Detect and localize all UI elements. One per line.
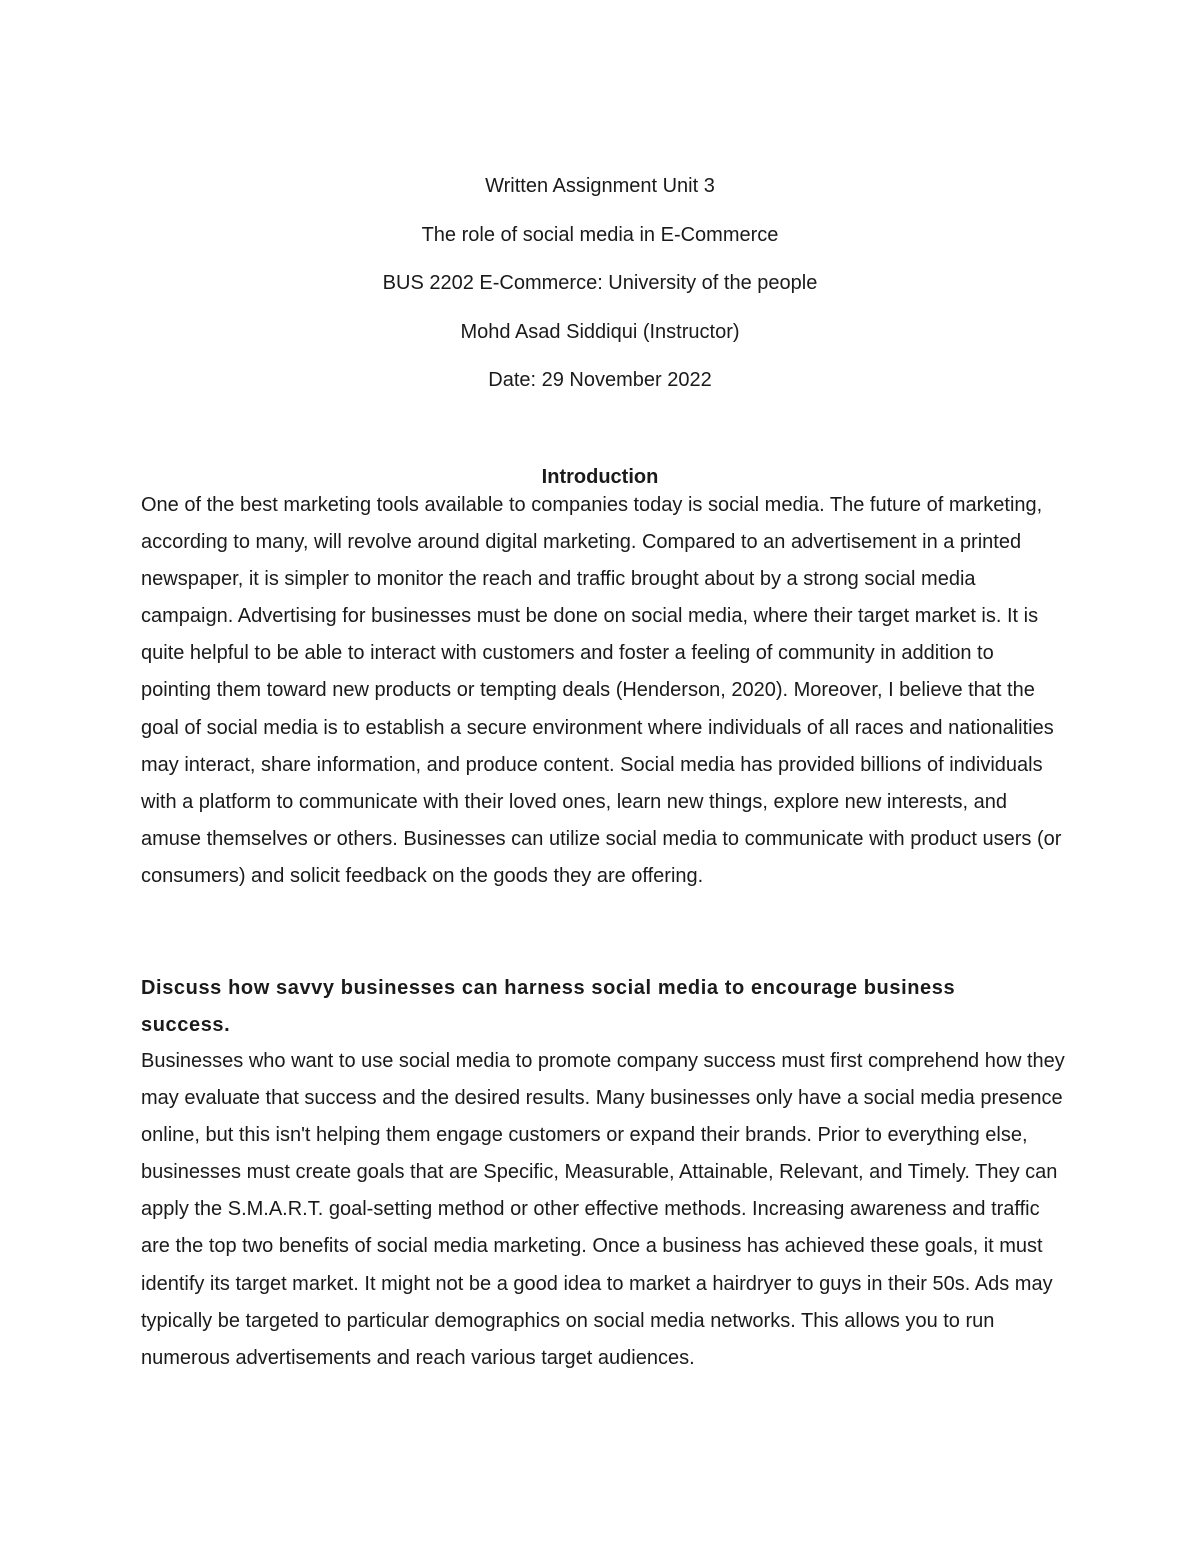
assignment-title: Written Assignment Unit 3: [485, 175, 715, 197]
course-name: BUS 2202 E-Commerce: University of the people: [382, 272, 818, 294]
instructor-name: Mohd Asad Siddiqui (Instructor): [460, 320, 740, 343]
introduction-heading: Introduction: [541, 466, 659, 488]
paper-subtitle: The role of social media in E-Commerce: [421, 223, 779, 246]
section-heading: Discuss how savvy businesses can harness social media to encourage business success.: [141, 977, 956, 1037]
section-paragraph: Businesses who want to use social media to promote company success must first comprehend how they may evaluate that success and the desired results. Many businesses only have a social media presence online, but this isn't helping them engage customers or expand their brands. Prior to everything else, businesses must create goals that are Specific, Measurable, Attainable, Relevant, and Timely. They can apply the S.M.A.R.T. goal-setting method or other effective methods. Increasing awareness and traffic are the top two benefits of social media marketing. Once a business has achieved these goals, it must identify its target market. It might not be a good idea to market a hairdryer to guys in their 50s. Ads may typically be targeted to particular demographics on social media networks. This allows you to run numerous advertisements and reach various target audiences.: [141, 1050, 1065, 1369]
title-block: [0, 162, 1200, 405]
introduction-paragraph: One of the best marketing tools available to companies today is social media. The future of marketing, according to many, will revolve around digital marketing. Compared to an advertisement in a printed newspaper, it is simpler to monitor the reach and traffic brought about by a strong social media campaign. Advertising for businesses must be done on social media, where their target market is. It is quite helpful to be able to interact with customers and foster a feeling of community in addition to pointing them toward new products or tempting deals (Henderson, 2020). Moreover, I believe that the goal of social media is to establish a secure environment where individuals of all races and nationalities may interact, share information, and produce content. Social media has provided billions of individuals with a platform to communicate with their loved ones, learn new things, explore new interests, and amuse themselves or others. Businesses can utilize social media to communicate with product users (or consumers) and solicit feedback on the goods they are offering.: [141, 494, 1062, 887]
date-line: Date: 29 November 2022: [488, 369, 712, 391]
